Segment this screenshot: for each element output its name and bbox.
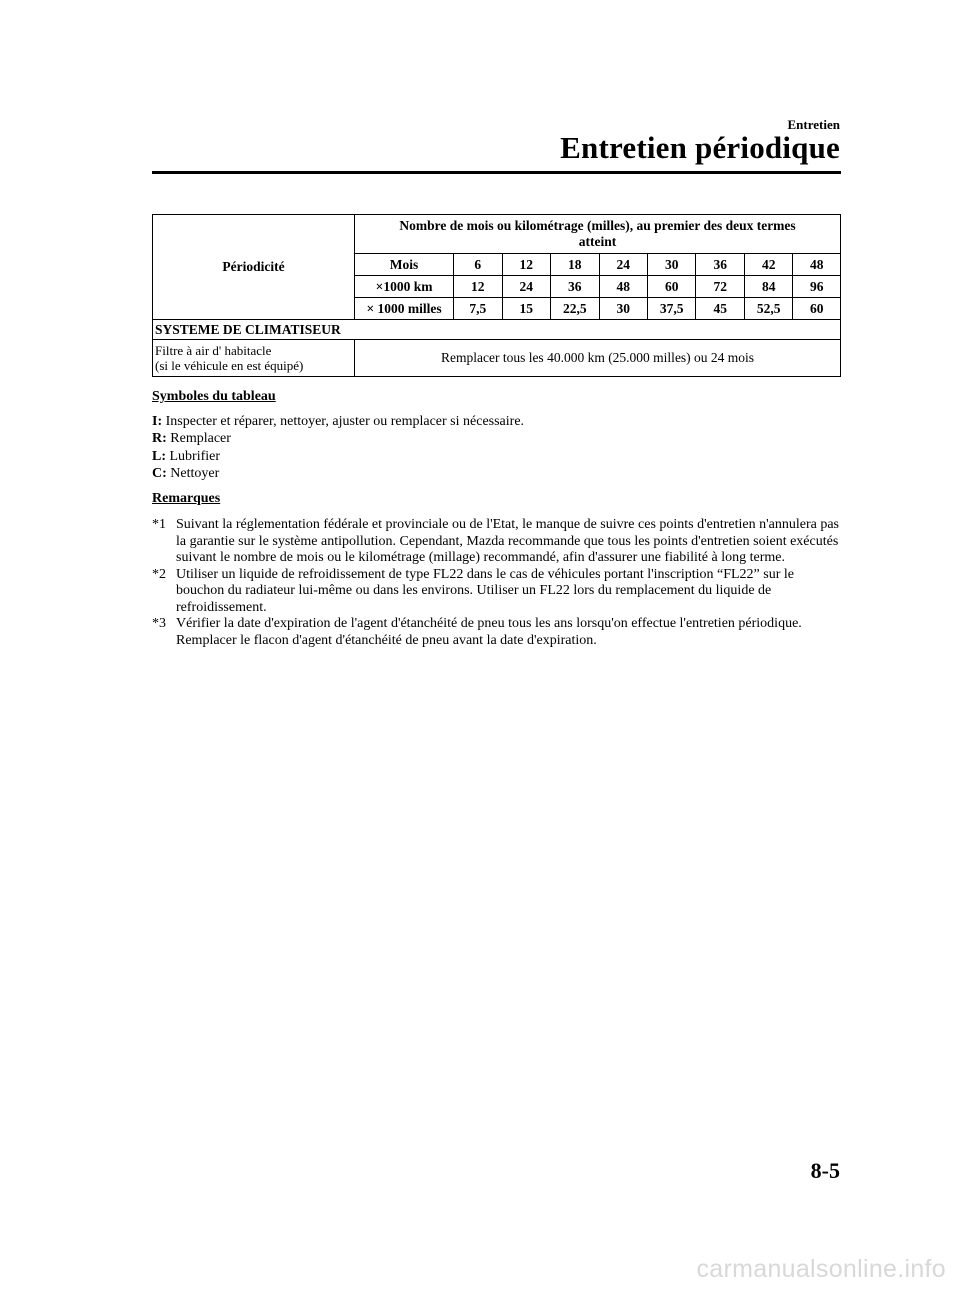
list-item xyxy=(152,567,842,617)
note-text: Vérifier la date d'expiration de l'agent d'étanchéité de pneu tous les ans lorsqu'on effectue l'entretien périodique. Remplacer le flacon d'agent d'étanchéité de pneu avant la date d'expiration. xyxy=(176,616,802,648)
table-cell: 30 xyxy=(599,298,647,320)
symbol-key: I: xyxy=(152,414,163,429)
table-row xyxy=(153,340,841,377)
list-item xyxy=(152,448,524,465)
section-label: Entretien xyxy=(787,117,840,132)
remarks-title: Remarques xyxy=(152,491,221,506)
table-cell: 84 xyxy=(744,276,792,298)
table-cell: 12 xyxy=(454,276,502,298)
table-cell: 60 xyxy=(647,276,695,298)
table-cell: 15 xyxy=(502,298,550,320)
table-cell: 24 xyxy=(599,254,647,276)
note-text: Utiliser un liquide de refroidissement de type FL22 dans le cas de véhicules portant l'inscription “FL22” sur le bouchon du radiateur lui-même ou dans les environs. Utiliser un FL22 lors du remplacement du liquide de refroidissement. xyxy=(176,566,794,615)
table-cell: 7,5 xyxy=(454,298,502,320)
watermark: carmanualsonline.info xyxy=(696,1255,946,1283)
periodicite-cell: Périodicité xyxy=(153,215,355,320)
table-cell: 36 xyxy=(696,254,744,276)
page-number: 8-5 xyxy=(810,1158,840,1183)
note-mark: *1 xyxy=(152,517,166,532)
item-instruction: Remplacer tous les 40.000 km (25.000 milles) ou 24 mois xyxy=(355,340,841,377)
table-cell: 60 xyxy=(793,298,841,320)
symbol-text: Nettoyer xyxy=(170,465,220,481)
page-title: Entretien périodique xyxy=(560,130,840,165)
symbol-text: Inspecter et réparer, nettoyer, ajuster ou remplacer si nécessaire. xyxy=(165,414,525,429)
note-text: Suivant la réglementation fédérale et provinciale ou de l'Etat, le manque de suivre ces points d'entretien n'annulera pas la garantie sur le système antipollution. Cependant, Mazda recommande que tous les points d'entretien soient exécutés suivant le nombre de mois ou le kilométrage (millage) recommandé, afin d'assurer une fiabilité à long terme. xyxy=(176,517,839,565)
symbol-text: Remplacer xyxy=(170,431,231,447)
header-rule xyxy=(152,171,841,174)
symbol-key: L: xyxy=(152,448,166,464)
row-label: ×1000 km xyxy=(355,276,454,298)
item-name-cell xyxy=(153,340,355,377)
table-cell: 42 xyxy=(744,254,792,276)
table-cell: 22,5 xyxy=(551,298,599,320)
table-cell: 48 xyxy=(599,276,647,298)
item-name-line: Filtre à air d' habitacle xyxy=(155,343,272,358)
table-cell: 37,5 xyxy=(647,298,695,320)
section-heading: SYSTEME DE CLIMATISEUR xyxy=(153,320,841,340)
note-mark: *3 xyxy=(152,616,166,631)
table-cell: 36 xyxy=(551,276,599,298)
list-item xyxy=(152,413,524,430)
symbol-key: R: xyxy=(152,431,167,447)
table-cell: 72 xyxy=(696,276,744,298)
list-item xyxy=(152,517,842,567)
table-cell: 12 xyxy=(502,254,550,276)
symbols-list xyxy=(152,413,524,482)
list-item xyxy=(152,465,524,482)
table-cell: 45 xyxy=(696,298,744,320)
list-item xyxy=(152,430,524,447)
item-name-line: (si le véhicule en est équipé) xyxy=(155,358,304,373)
note-mark: *2 xyxy=(152,566,166,582)
symbol-key: C: xyxy=(152,465,167,481)
table-cell: 6 xyxy=(454,254,502,276)
list-item xyxy=(152,616,842,649)
table-cell: 52,5 xyxy=(744,298,792,320)
table-cell: 48 xyxy=(793,254,841,276)
symbol-text: Lubrifier xyxy=(169,448,221,464)
maintenance-table xyxy=(152,214,841,377)
table-cell: 30 xyxy=(647,254,695,276)
table-cell: 24 xyxy=(502,276,550,298)
table-cell: 18 xyxy=(551,254,599,276)
remarks-list xyxy=(152,517,842,649)
symbols-title: Symboles du tableau xyxy=(152,389,276,404)
section-row xyxy=(153,320,841,340)
row-label: × 1000 milles xyxy=(355,298,454,320)
row-label: Mois xyxy=(355,254,454,276)
span-header-cell: Nombre de mois ou kilométrage (milles), au premier des deux termes atteint xyxy=(355,215,841,254)
table-cell: 96 xyxy=(793,276,841,298)
